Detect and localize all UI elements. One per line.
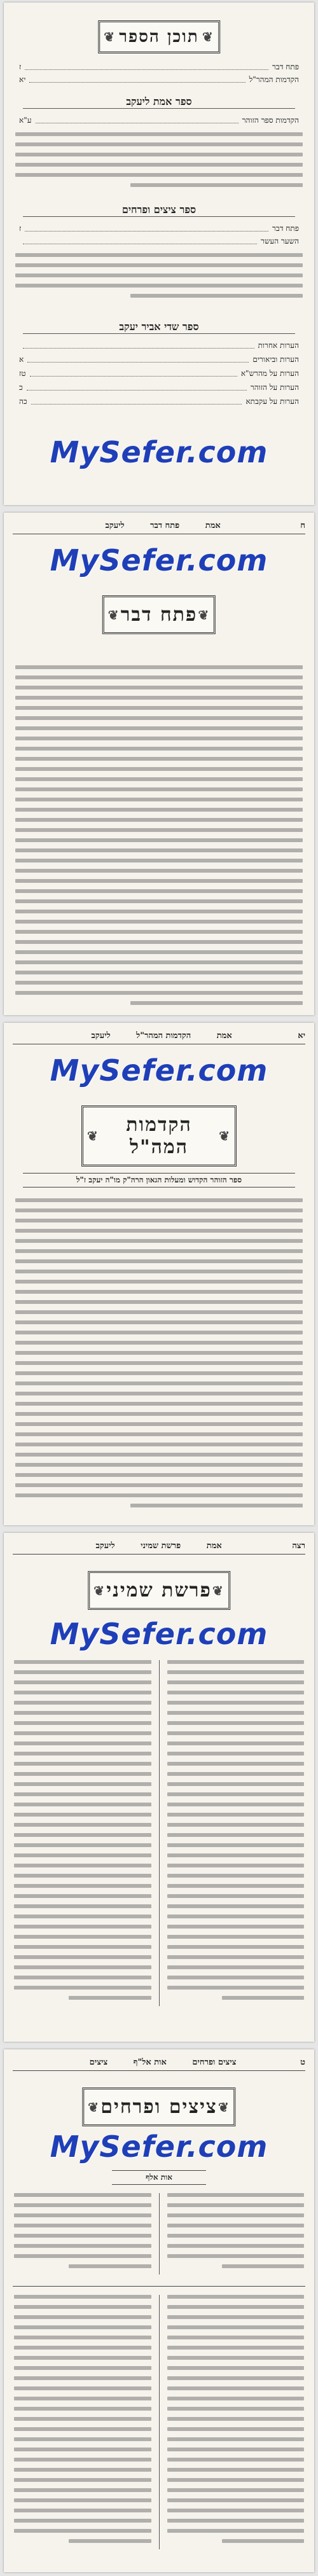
column-rule <box>159 2193 160 2275</box>
running-head: יא אמת הקדמות המהר"ל ליעקב <box>13 1029 305 1044</box>
two-column-text <box>14 2193 304 2275</box>
toc-row: פתח דבר ז <box>19 223 299 233</box>
page-title: ❦ פרשת שמיני ❦ <box>88 1571 230 1610</box>
toc-row: הקדמות המהר"ל יא <box>19 74 299 84</box>
right-column <box>167 2193 305 2275</box>
toc-row: פתח דבר ז <box>19 62 299 71</box>
toc-detail-lines <box>15 253 303 304</box>
watermark: MySefer.com <box>50 543 268 578</box>
toc-row: הערות על הזוהר כ <box>19 382 299 392</box>
page-title: ❦ הקדמות המה"ל ❦ <box>81 1105 237 1167</box>
right-column <box>167 2295 305 2549</box>
left-column <box>14 2193 151 2275</box>
left-column <box>14 1660 151 2006</box>
body-text <box>15 665 303 1011</box>
running-head: ט ציצים ופרחים אות אל"ף ציצים <box>13 2056 305 2071</box>
body-text <box>15 1198 303 1514</box>
toc-section-heading: ספר שדי אביר יעקב <box>23 321 295 334</box>
two-column-text <box>14 1660 304 2006</box>
footnote-columns <box>14 2295 304 2549</box>
toc-title: ❦ תוכן הספר ❦ <box>98 20 220 53</box>
toc-detail-lines <box>15 132 303 193</box>
toc-row: השער העשר <box>19 235 299 247</box>
section-banner: אות אלף <box>112 2170 206 2185</box>
watermark: MySefer.com <box>50 2129 268 2164</box>
intro-page <box>4 513 314 1015</box>
toc-row: הקדמות ספר הזוהר ע"א <box>19 115 299 125</box>
parsha-page <box>4 1533 314 2042</box>
toc-section-heading: ספר אמת ליעקב <box>23 95 295 109</box>
running-head: רצה אמת פרשת שמיני ליעקב <box>13 1539 305 1555</box>
section-banner: ספר הזוהר הקדוש ומעלות הגאון הרה"ק מו"ה יעקב ז"ל <box>23 1173 295 1188</box>
toc-page <box>4 3 314 505</box>
hakdamot-page <box>4 1023 314 1525</box>
toc-row: הערות על עקבתא כה <box>19 396 299 406</box>
watermark: MySefer.com <box>50 1053 268 1088</box>
watermark: MySefer.com <box>50 435 268 469</box>
page-number: ח <box>300 521 305 530</box>
page-number: ט <box>300 2058 305 2067</box>
running-head: ח אמת פתח דבר ליעקב <box>13 519 305 534</box>
page-title: ❦ פתח דבר ❦ <box>102 595 216 634</box>
toc-row: הערות אחרות <box>19 340 299 351</box>
footnote-divider <box>13 2286 305 2287</box>
tzitzim-page <box>4 2049 314 2572</box>
watermark: MySefer.com <box>50 1617 268 1651</box>
column-rule <box>159 2295 160 2549</box>
toc-section-heading: ספר ציצים ופרחים <box>23 204 295 217</box>
toc-row: הערות וביאורים א <box>19 354 299 364</box>
toc-row: הערות על מהרש"א טז <box>19 368 299 378</box>
right-column <box>167 1660 305 2006</box>
page-title: ❦ ציצים ופרחים ❦ <box>82 2088 235 2126</box>
page-number: יא <box>298 1031 305 1041</box>
column-rule <box>159 1660 160 2006</box>
page-number: רצה <box>292 1541 305 1551</box>
left-column <box>14 2295 151 2549</box>
